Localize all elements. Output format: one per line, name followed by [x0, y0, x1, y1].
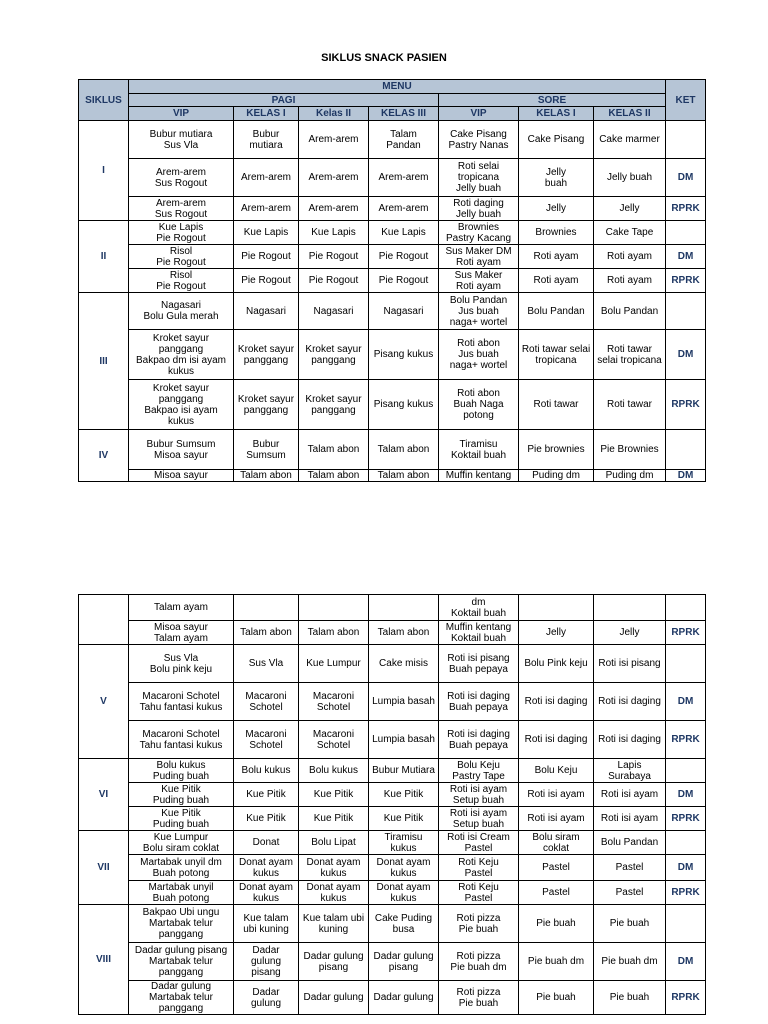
menu-cell: Dadar gulung Martabak telur panggang	[129, 981, 234, 1015]
menu-cell: Pie buah dm	[594, 943, 666, 981]
siklus-label	[79, 595, 129, 645]
menu-cell: Dadar gulung pisang	[299, 943, 369, 981]
menu-cell: Dadar gulung pisang	[234, 943, 299, 981]
menu-cell: Macaroni Schotel	[234, 683, 299, 721]
menu-cell: Pastel	[594, 855, 666, 881]
menu-cell: Bubur mutiara Sus Vla	[129, 121, 234, 159]
menu-cell: Pie buah	[519, 981, 594, 1015]
menu-cell: Donat ayam kukus	[299, 881, 369, 905]
menu-cell: Brownies	[519, 221, 594, 245]
menu-cell: Talam abon	[369, 621, 439, 645]
menu-cell: Roti Keju Pastel	[439, 855, 519, 881]
menu-cell: Roti tawar selai tropicana	[519, 330, 594, 380]
table-row	[79, 981, 706, 1015]
menu-cell: Bolu Keju Pastry Tape	[439, 759, 519, 783]
menu-cell: Muffin kentang Koktail buah	[439, 621, 519, 645]
menu-cell: Donat ayam kukus	[234, 855, 299, 881]
menu-cell: Bolu Pandan	[594, 293, 666, 330]
siklus-label: III	[79, 293, 129, 430]
table-row	[79, 221, 706, 245]
menu-cell: Kue Lapis	[369, 221, 439, 245]
menu-cell: Roti isi daging	[594, 721, 666, 759]
menu-cell: Kue Pitik	[234, 807, 299, 831]
menu-cell: Roti ayam	[594, 269, 666, 293]
menu-cell: Donat	[234, 831, 299, 855]
ket-cell: RPRK	[666, 621, 706, 645]
menu-cell: Roti daging Jelly buah	[439, 197, 519, 221]
menu-cell: Kue Pitik Puding buah	[129, 807, 234, 831]
ket-cell: RPRK	[666, 881, 706, 905]
page-title: SIKLUS SNACK PASIEN	[321, 52, 447, 64]
menu-cell: Pie Rogout	[299, 269, 369, 293]
menu-cell: Kue talam ubi kuning	[299, 905, 369, 943]
menu-cell: Nagasari Bolu Gula merah	[129, 293, 234, 330]
snack-cycle-table-2	[78, 594, 706, 1015]
menu-cell: Sus Maker DM Roti ayam	[439, 245, 519, 269]
menu-cell	[519, 595, 594, 621]
menu-cell: Pie buah dm	[519, 943, 594, 981]
menu-cell: Bakpao Ubi ungu Martabak telur panggang	[129, 905, 234, 943]
siklus-label: VI	[79, 759, 129, 831]
menu-cell: Cake misis	[369, 645, 439, 683]
menu-cell: Arem-arem	[369, 159, 439, 197]
menu-cell: Roti isi ayam	[519, 807, 594, 831]
ket-cell: DM	[666, 683, 706, 721]
ket-cell: DM	[666, 470, 706, 482]
table-row	[79, 831, 706, 855]
ket-cell	[666, 645, 706, 683]
menu-cell: Roti pizza Pie buah	[439, 981, 519, 1015]
menu-cell: Pisang kukus	[369, 380, 439, 430]
menu-cell: Donat ayam kukus	[369, 881, 439, 905]
table-row	[79, 330, 706, 380]
table-row	[79, 721, 706, 759]
table-row	[79, 683, 706, 721]
menu-cell: Bolu Pandan	[519, 293, 594, 330]
menu-cell: Bolu kukus	[234, 759, 299, 783]
menu-cell: Martabak unyil Buah potong	[129, 881, 234, 905]
ket-cell: DM	[666, 855, 706, 881]
menu-cell: Talam abon	[234, 621, 299, 645]
menu-cell: Pie Rogout	[369, 269, 439, 293]
siklus-label: IV	[79, 430, 129, 482]
menu-cell: Talam abon	[299, 430, 369, 470]
menu-cell: Talam abon	[299, 470, 369, 482]
menu-cell: Bolu Lipat	[299, 831, 369, 855]
menu-cell: Bubur Sumsum Misoa sayur	[129, 430, 234, 470]
menu-cell: Lumpia basah	[369, 721, 439, 759]
menu-cell	[594, 595, 666, 621]
menu-cell: Roti ayam	[519, 269, 594, 293]
siklus-label: VIII	[79, 905, 129, 1015]
menu-cell: Roti isi pisang	[594, 645, 666, 683]
table-row	[79, 807, 706, 831]
menu-cell: Lapis Surabaya	[594, 759, 666, 783]
ket-cell	[666, 121, 706, 159]
header-col: KELAS I	[519, 107, 594, 121]
menu-cell	[234, 595, 299, 621]
header-col: Kelas II	[299, 107, 369, 121]
menu-cell: Jelly	[519, 621, 594, 645]
menu-cell: Roti Keju Pastel	[439, 881, 519, 905]
menu-cell: Pie buah	[594, 905, 666, 943]
menu-cell: Kue Lumpur Bolu siram coklat	[129, 831, 234, 855]
menu-cell: Pie Brownies	[594, 430, 666, 470]
menu-cell: Bolu Pandan	[594, 831, 666, 855]
header-menu: MENU	[129, 80, 666, 94]
menu-cell: Pie buah	[519, 905, 594, 943]
table-row	[79, 855, 706, 881]
menu-cell: Pie Rogout	[234, 269, 299, 293]
menu-cell: Misoa sayur	[129, 470, 234, 482]
menu-cell: Pie brownies	[519, 430, 594, 470]
menu-cell: Roti isi daging Buah pepaya	[439, 683, 519, 721]
menu-cell: Kroket sayur panggang	[234, 380, 299, 430]
ket-cell: DM	[666, 783, 706, 807]
ket-cell	[666, 595, 706, 621]
table-row	[79, 245, 706, 269]
header-sore: SORE	[439, 94, 666, 107]
menu-cell: Cake marmer	[594, 121, 666, 159]
ket-cell: RPRK	[666, 380, 706, 430]
menu-cell: Brownies Pastry Kacang	[439, 221, 519, 245]
menu-cell: Roti ayam	[519, 245, 594, 269]
menu-cell: Donat ayam kukus	[369, 855, 439, 881]
menu-cell: Arem-arem	[299, 121, 369, 159]
menu-cell: Roti pizza Pie buah dm	[439, 943, 519, 981]
table-row	[79, 159, 706, 197]
menu-cell: Talam ayam	[129, 595, 234, 621]
header-pagi: PAGI	[129, 94, 439, 107]
header-col: KELAS I	[234, 107, 299, 121]
menu-cell: Pastel	[519, 855, 594, 881]
menu-cell: Macaroni Schotel	[234, 721, 299, 759]
menu-cell: Sus Vla	[234, 645, 299, 683]
menu-cell: Roti abon Jus buah naga+ wortel	[439, 330, 519, 380]
menu-cell: Roti abon Buah Naga potong	[439, 380, 519, 430]
menu-cell: Roti isi ayam Setup buah	[439, 807, 519, 831]
menu-cell: Pie Rogout	[299, 245, 369, 269]
table-row	[79, 269, 706, 293]
menu-cell: Talam abon	[234, 470, 299, 482]
menu-cell: Roti isi daging	[519, 721, 594, 759]
table-row	[79, 595, 706, 621]
menu-cell: Dadar gulung	[369, 981, 439, 1015]
menu-cell: Jelly	[594, 621, 666, 645]
menu-cell: Talam Pandan	[369, 121, 439, 159]
menu-cell: dm Koktail buah	[439, 595, 519, 621]
menu-cell: Pastel	[594, 881, 666, 905]
menu-cell: Bolu kukus	[299, 759, 369, 783]
siklus-label: V	[79, 645, 129, 759]
table-row	[79, 380, 706, 430]
menu-cell: Roti isi daging	[519, 683, 594, 721]
menu-cell: Macaroni Schotel Tahu fantasi kukus	[129, 721, 234, 759]
ket-cell: RPRK	[666, 197, 706, 221]
menu-cell: Roti isi ayam	[594, 783, 666, 807]
siklus-label: II	[79, 221, 129, 293]
ket-cell: RPRK	[666, 721, 706, 759]
menu-cell: Martabak unyil dm Buah potong	[129, 855, 234, 881]
menu-cell: Cake Tape	[594, 221, 666, 245]
menu-cell: Cake Puding busa	[369, 905, 439, 943]
table-row	[79, 293, 706, 330]
ket-cell	[666, 905, 706, 943]
table-row	[79, 621, 706, 645]
menu-cell: Bolu siram coklat	[519, 831, 594, 855]
menu-cell: Kroket sayur panggang Bakpao dm isi ayam kukus	[129, 330, 234, 380]
ket-cell	[666, 831, 706, 855]
menu-cell: Roti tawar	[519, 380, 594, 430]
menu-cell: Kroket sayur panggang Bakpao isi ayam kukus	[129, 380, 234, 430]
menu-cell: Talam abon	[369, 430, 439, 470]
menu-cell: Bubur mutiara	[234, 121, 299, 159]
menu-cell: Roti isi daging	[594, 683, 666, 721]
ket-cell: DM	[666, 943, 706, 981]
ket-cell: DM	[666, 159, 706, 197]
menu-cell: Jelly	[594, 197, 666, 221]
menu-cell: Arem-arem Sus Rogout	[129, 197, 234, 221]
menu-cell: Roti isi ayam Setup buah	[439, 783, 519, 807]
menu-cell: Bolu Keju	[519, 759, 594, 783]
menu-cell: Cake Pisang	[519, 121, 594, 159]
menu-cell: Arem-arem Sus Rogout	[129, 159, 234, 197]
menu-cell: Macaroni Schotel	[299, 683, 369, 721]
menu-cell: Bolu kukus Puding buah	[129, 759, 234, 783]
table-row	[79, 881, 706, 905]
menu-cell: Roti tawar	[594, 380, 666, 430]
ket-cell	[666, 430, 706, 470]
siklus-label: VII	[79, 831, 129, 905]
table-row	[79, 430, 706, 470]
menu-cell: Pie Rogout	[369, 245, 439, 269]
menu-cell: Donat ayam kukus	[234, 881, 299, 905]
menu-cell: Dadar gulung	[299, 981, 369, 1015]
menu-cell: Nagasari	[369, 293, 439, 330]
menu-cell: Kue Lapis	[299, 221, 369, 245]
menu-cell	[369, 595, 439, 621]
header-col: KELAS III	[369, 107, 439, 121]
header-col: KELAS II	[594, 107, 666, 121]
menu-cell: Jelly buah	[594, 159, 666, 197]
menu-cell: Arem-arem	[299, 159, 369, 197]
menu-cell: Tiramisu kukus	[369, 831, 439, 855]
table-row	[79, 783, 706, 807]
ket-cell	[666, 759, 706, 783]
menu-cell: Bubur Sumsum	[234, 430, 299, 470]
header-col: VIP	[129, 107, 234, 121]
ket-cell	[666, 293, 706, 330]
menu-cell: Donat ayam kukus	[299, 855, 369, 881]
menu-cell	[299, 595, 369, 621]
ket-cell: RPRK	[666, 269, 706, 293]
menu-cell: Jelly	[519, 197, 594, 221]
snack-cycle-table-1	[78, 79, 706, 482]
table-row	[79, 759, 706, 783]
menu-cell: Roti isi Cream Pastel	[439, 831, 519, 855]
menu-cell: Roti selai tropicana Jelly buah	[439, 159, 519, 197]
menu-cell: Kue Lumpur	[299, 645, 369, 683]
menu-cell: Nagasari	[299, 293, 369, 330]
menu-cell: Kue talam ubi kuning	[234, 905, 299, 943]
menu-cell: Bubur Mutiara	[369, 759, 439, 783]
menu-cell: Roti isi ayam	[519, 783, 594, 807]
menu-cell: Kue Pitik	[234, 783, 299, 807]
menu-cell: Lumpia basah	[369, 683, 439, 721]
table-row	[79, 645, 706, 683]
menu-cell: Talam abon	[299, 621, 369, 645]
menu-cell: Dadar gulung	[234, 981, 299, 1015]
menu-cell: Puding dm	[519, 470, 594, 482]
table-row	[79, 943, 706, 981]
ket-cell: DM	[666, 245, 706, 269]
menu-cell: Muffin kentang	[439, 470, 519, 482]
ket-cell: RPRK	[666, 807, 706, 831]
menu-cell: Sus Vla Bolu pink keju	[129, 645, 234, 683]
siklus-label: I	[79, 121, 129, 221]
menu-cell: Pisang kukus	[369, 330, 439, 380]
ket-cell: RPRK	[666, 981, 706, 1015]
ket-cell: DM	[666, 330, 706, 380]
table-row	[79, 121, 706, 159]
menu-cell: Kroket sayur panggang	[234, 330, 299, 380]
menu-cell: Kroket sayur panggang	[299, 330, 369, 380]
header-siklus: SIKLUS	[79, 80, 129, 121]
menu-cell: Cake Pisang Pastry Nanas	[439, 121, 519, 159]
menu-cell: Kue Pitik Puding buah	[129, 783, 234, 807]
menu-cell: Pastel	[519, 881, 594, 905]
menu-cell: Risol Pie Rogout	[129, 269, 234, 293]
menu-cell: Kue Pitik	[299, 807, 369, 831]
menu-cell: Kroket sayur panggang	[299, 380, 369, 430]
menu-cell: Arem-arem	[234, 197, 299, 221]
menu-cell: Arem-arem	[369, 197, 439, 221]
menu-cell: Roti ayam	[594, 245, 666, 269]
menu-cell: Arem-arem	[299, 197, 369, 221]
menu-cell: Pie buah	[594, 981, 666, 1015]
header-col: VIP	[439, 107, 519, 121]
menu-cell: Risol Pie Rogout	[129, 245, 234, 269]
menu-cell: Puding dm	[594, 470, 666, 482]
menu-cell: Roti tawar selai tropicana	[594, 330, 666, 380]
menu-cell: Arem-arem	[234, 159, 299, 197]
menu-cell: Kue Pitik	[299, 783, 369, 807]
menu-cell: Kue Pitik	[369, 783, 439, 807]
menu-cell: Roti isi daging Buah pepaya	[439, 721, 519, 759]
menu-cell: Tiramisu Koktail buah	[439, 430, 519, 470]
menu-cell: Kue Pitik	[369, 807, 439, 831]
menu-cell: Pie Rogout	[234, 245, 299, 269]
header-ket: KET	[666, 80, 706, 121]
menu-cell: Misoa sayur Talam ayam	[129, 621, 234, 645]
menu-cell: Bolu Pink keju	[519, 645, 594, 683]
menu-cell: Roti isi ayam	[594, 807, 666, 831]
table-row	[79, 197, 706, 221]
menu-cell: Dadar gulung pisang	[369, 943, 439, 981]
menu-cell: Roti isi pisang Buah pepaya	[439, 645, 519, 683]
menu-cell: Jelly buah	[519, 159, 594, 197]
menu-cell: Nagasari	[234, 293, 299, 330]
menu-cell: Kue Lapis Pie Rogout	[129, 221, 234, 245]
table-row	[79, 905, 706, 943]
menu-cell: Macaroni Schotel Tahu fantasi kukus	[129, 683, 234, 721]
menu-cell: Sus Maker Roti ayam	[439, 269, 519, 293]
table-row	[79, 470, 706, 482]
menu-cell: Kue Lapis	[234, 221, 299, 245]
menu-cell: Dadar gulung pisang Martabak telur panggang	[129, 943, 234, 981]
menu-cell: Talam abon	[369, 470, 439, 482]
ket-cell	[666, 221, 706, 245]
menu-cell: Roti pizza Pie buah	[439, 905, 519, 943]
menu-cell: Bolu Pandan Jus buah naga+ wortel	[439, 293, 519, 330]
menu-cell: Macaroni Schotel	[299, 721, 369, 759]
